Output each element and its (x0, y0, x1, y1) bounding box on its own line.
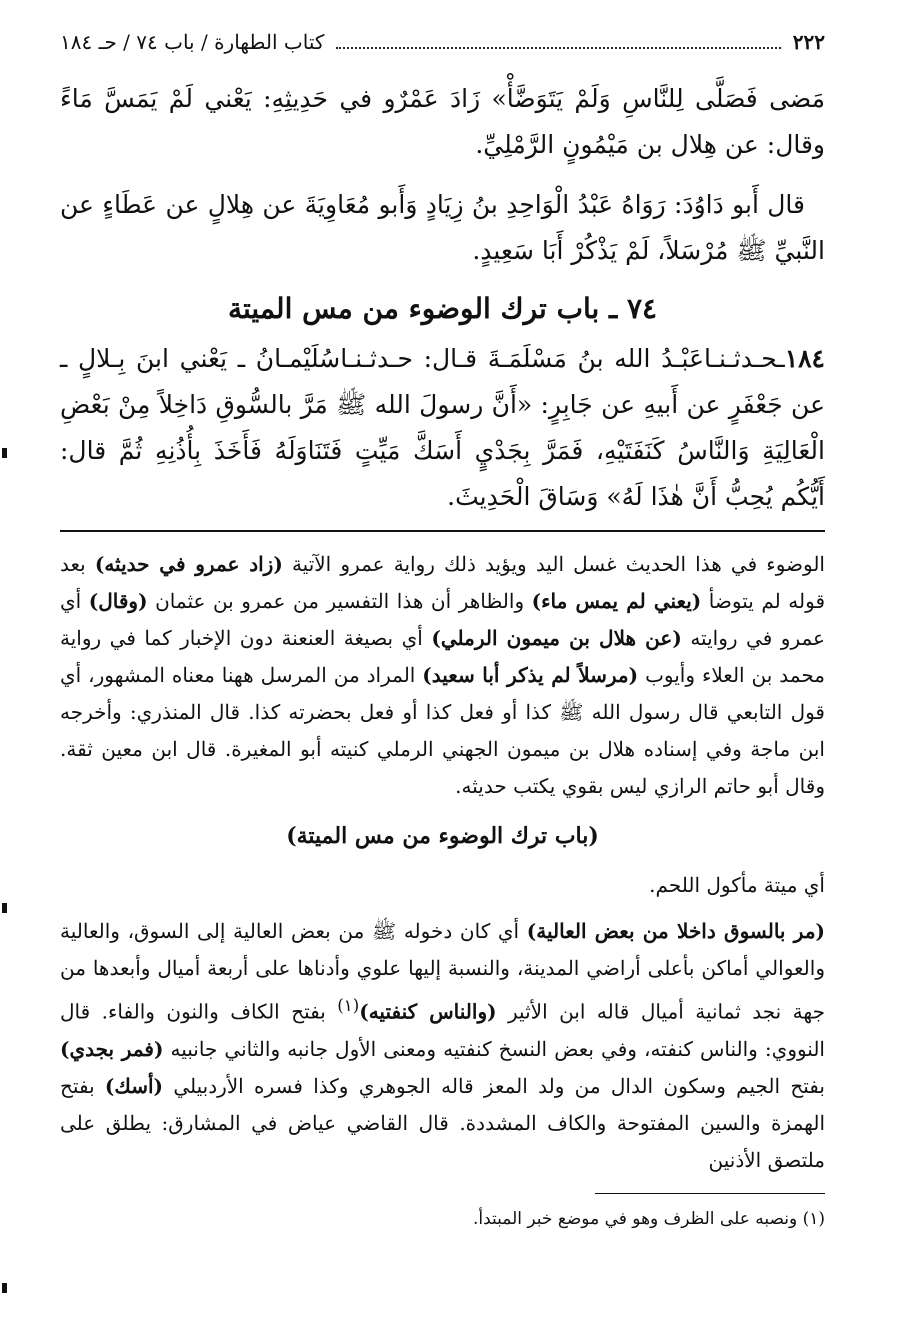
commentary-paragraph-2: أي ميتة مأكول اللحم. (649, 873, 825, 897)
commentary-subheading: (باب ترك الوضوء من مس الميتة) (286, 823, 599, 849)
commentary-lemma: (مر بالسوق داخلا من بعض العالية) (526, 919, 825, 943)
scan-edge-mark (2, 903, 7, 913)
scan-edge-mark (2, 1283, 7, 1293)
scan-edge-mark (2, 448, 7, 458)
commentary-paragraph-3: (مر بالسوق داخلا من بعض العالية) أي كان دخوله ﷺ من بعض العالية إلى السوق، والعالية والعوالي أماكن بأعلى أراضي المدينة، والنسبة إليها علوي وأدناها على أربعة أميال وأبعدها من جهة نجد ثمانية أميال قاله ابن الأثير (والناس كنفتيه)$^{(١)}$ بفتح الكاف والنون والفاء. قال النووي: والناس كنفته، وفي بعض النسخ كنفتيه ومعنى الأول جانبه والثاني جانبيه (فمر بجدي) بفتح الجيم وسكون الدال من ولد المعز قاله الجوهري وكذا فسره الأردبيلي (أسك) بفتح الهمزة والسين المفتوحة والكاف المشددة. قال القاضي عياض في المشارق: يطلق على ملتصق الأذنين (60, 919, 825, 1172)
hadith-text: ـحـدثـنـاعَبْـدُ الله بنُ مَسْلَمَـةَ قـال: حـدثـنـاسُلَيْمـانُ ـ يَعْني ابنَ بِـلالٍ ـ عن جَعْفَرٍ عن أَبيهِ عن جَابِرٍ: «أَنَّ رسولَ الله ﷺ مَرَّ بالسُّوقِ دَاخِلاً مِنْ بَعْضِ الْعَالِيَةِ وَالنَّاسُ كَنَفَتَيْهِ، فَمَرَّ بِجَدْيٍ أَسَكَّ مَيِّتٍ فَتَنَاوَلَهُ فَأَخَذَ بِأُذُنِهِ ثُمَّ قال: أَيُّكُم يُحِبُّ أَنَّ هٰذَا لَهُ» وَسَاقَ الْحَدِيثَ. (60, 344, 825, 511)
commentary-lemma: (مرسلاً لم يذكر أبا سعيد) (422, 663, 639, 687)
footnote-reference: (١) (337, 996, 360, 1015)
running-title: كتاب الطهارة / باب ٧٤ / حـ ١٨٤ (60, 30, 325, 54)
matn-paragraph-2: قال أَبو دَاوُدَ: رَوَاهُ عَبْدُ الْوَاحِدِ بنُ زِيَادٍ وَأَبو مُعَاوِيَةَ عن هِلالٍ عن عَطَاءٍ عن النَّبيِّ ﷺ مُرْسَلاً، لَمْ يَذْكُرْ أَبَا سَعِيدٍ. (60, 190, 825, 265)
commentary-lemma: (وقال) (88, 589, 148, 613)
page-number: ٢٢٢ (792, 30, 825, 54)
commentary-lemma: (يعني لم يمس ماء) (531, 589, 702, 613)
page-header (60, 30, 825, 76)
commentary-lemma: (والناس كنفتيه) (359, 999, 497, 1024)
book-page (60, 30, 825, 1234)
commentary-lemma: (فمر بجدي) (60, 1036, 164, 1061)
chapter-heading: ٧٤ ـ باب ترك الوضوء من مس الميتة (227, 292, 658, 325)
header-dotted-leader (336, 46, 780, 49)
hadith-paragraph (60, 336, 825, 520)
commentary-divider (60, 530, 825, 532)
commentary-lemma: (أسك) (104, 1073, 164, 1098)
matn-paragraph-1: مَضى فَصَلَّى لِلنَّاسِ وَلَمْ يَتَوَضَّأْ» زَادَ عَمْرٌو في حَدِيثِهِ: يَعْني لَمْ يَمَسَّ مَاءً وقال: عن هِلال بن مَيْمُونٍ الرَّمْلِيِّ. (60, 84, 825, 159)
footnote: (١) ونصبه على الظرف وهو في موضع خبر المبتدأ. (472, 1208, 825, 1229)
footnote-divider (595, 1193, 825, 1194)
commentary-paragraph-1: الوضوء في هذا الحديث غسل اليد ويؤيد ذلك رواية عمرو الآتية (زاد عمرو في حديثه) بعد قوله لم يتوضأ (يعني لم يمس ماء) والظاهر أن هذا التفسير من عمرو بن عثمان (وقال) أي عمرو في روايته (عن هلال بن ميمون الرملي) أي بصيغة العنعنة دون الإخبار كما في رواية محمد بن العلاء وأيوب (مرسلاً لم يذكر أبا سعيد) المراد من المرسل ههنا معناه المشهور، أي قول التابعي قال رسول الله ﷺ كذا أو فعل كذا أو فعل بحضرته كذا. قال المنذري: وأخرجه ابن ماجة وفي إسناده هلال بن ميمون الجهني الرملي كنيته أبو المغيرة. قال ابن معين ثقة. وقال أبو حاتم الرازي ليس بقوي يكتب حديثه. (60, 552, 826, 798)
hadith-number: ١٨٤ (784, 344, 825, 373)
commentary-lemma: (عن هلال بن ميمون الرملي) (431, 626, 682, 650)
commentary-lemma: (زاد عمرو في حديثه) (94, 552, 283, 576)
